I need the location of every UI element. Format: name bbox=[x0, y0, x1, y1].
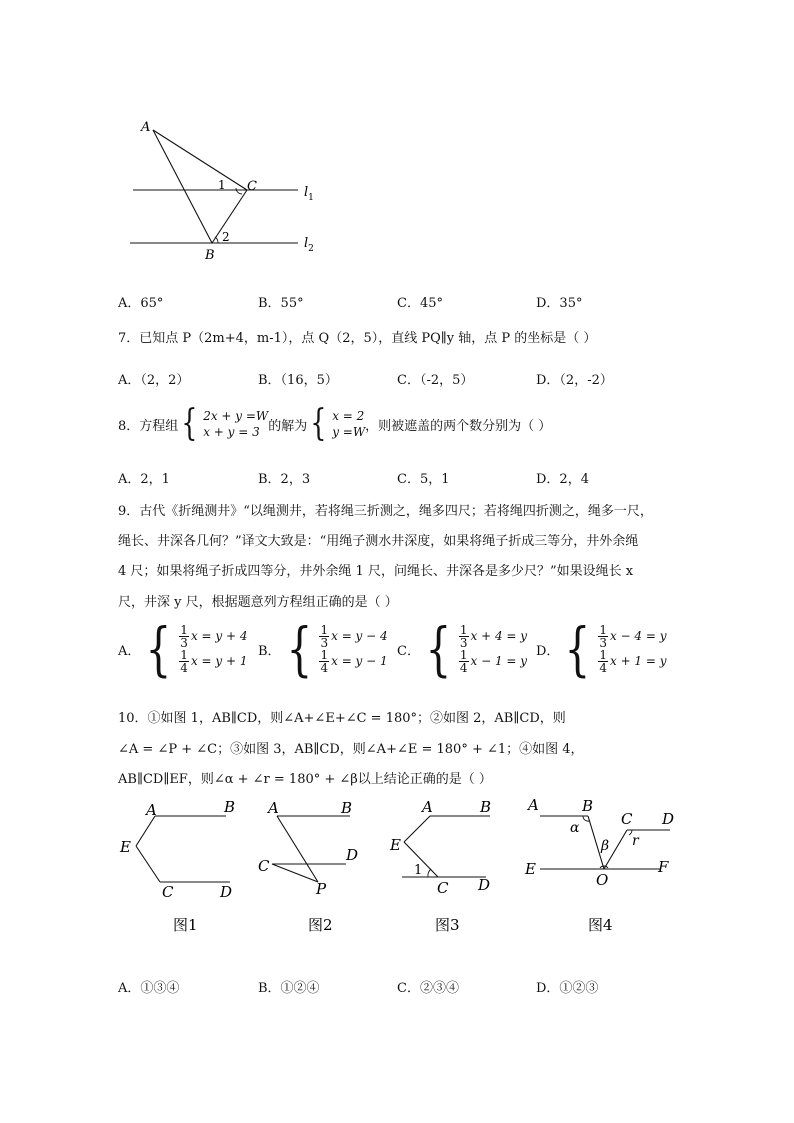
caption-fig1: 图1 bbox=[173, 916, 198, 934]
caption-fig2: 图2 bbox=[308, 916, 333, 934]
angle-1-label: 1 bbox=[218, 178, 226, 192]
q7-option-c[interactable]: C．（-2，5） bbox=[397, 373, 474, 388]
q10-option-a[interactable]: A．①③④ bbox=[118, 981, 180, 996]
f4-alpha: α bbox=[570, 820, 580, 836]
q8-system-2-line-1: x = 2 bbox=[332, 408, 365, 423]
q6-option-b[interactable]: B．55° bbox=[258, 296, 304, 311]
q8-option-c[interactable]: C．5，1 bbox=[397, 472, 450, 487]
q7-stem: 7．已知点 P（2m+4，m-1），点 Q（2，5），直线 PQ∥y 轴，点 P 的坐标是（ ） bbox=[118, 331, 597, 346]
f2-c: C bbox=[258, 857, 270, 875]
q8-suffix: ，则被遮盖的两个数分别为（ ） bbox=[365, 418, 552, 434]
q8-system-2-line-2: y =W bbox=[332, 425, 366, 439]
q9-option-a[interactable]: A． { $\frac{1}{3}$ x = y + 4 $\frac{1}{4}$ x = y + 1 bbox=[118, 615, 248, 683]
q6-figure bbox=[0, 0, 794, 280]
f3-e: E bbox=[390, 836, 401, 854]
f4-b: B bbox=[582, 797, 594, 815]
q9-option-c[interactable]: C． { $\frac{1}{3}$ x + 4 = y $\frac{1}{4}$ x − 1 = y bbox=[397, 615, 528, 683]
f3-a: A bbox=[422, 798, 433, 816]
f4-o: O bbox=[596, 871, 609, 889]
q9-option-b[interactable]: B． { $\frac{1}{3}$ x = y − 4 $\frac{1}{4}$ x = y − 1 bbox=[258, 615, 388, 683]
f1-e: E bbox=[120, 838, 131, 856]
q10-line-1: 10．①如图 1，AB∥CD，则∠A+∠E+∠C = 180°；②如图 2，AB∥CD，则 bbox=[118, 711, 566, 726]
q9-line-4: 尺，井深 y 尺，根据题意列方程组正确的是（ ） bbox=[118, 595, 398, 610]
q10-option-c[interactable]: C．②③④ bbox=[397, 981, 459, 996]
q8-system-1: { 2x + y =W x + y = 3 bbox=[181, 403, 269, 444]
q8-system-1-line-1: 2x + y =W bbox=[203, 408, 269, 423]
line-l1-label: $l_1$ bbox=[304, 185, 314, 203]
f3-b: B bbox=[480, 798, 492, 816]
f2-p: P bbox=[316, 880, 327, 898]
q8-option-d[interactable]: D．2，4 bbox=[536, 472, 589, 487]
f4-e: E bbox=[525, 860, 536, 878]
f3-1: 1 bbox=[414, 863, 423, 878]
q7-option-b[interactable]: B．（16，5） bbox=[258, 373, 338, 388]
q8-option-a[interactable]: A．2，1 bbox=[118, 472, 170, 487]
f1-a: A bbox=[146, 801, 157, 819]
point-b-label: B bbox=[205, 248, 215, 263]
q9-option-d[interactable]: D． { $\frac{1}{3}$ x − 4 = y $\frac{1}{4}$ x + 1 = y bbox=[536, 615, 667, 683]
f4-d: D bbox=[662, 810, 675, 828]
angle-2-label: 2 bbox=[222, 230, 230, 244]
q9-option-a-label: A． bbox=[118, 643, 141, 659]
q8-mid: 的解为 bbox=[268, 418, 308, 434]
q8-system-1-line-2: x + y = 3 bbox=[203, 425, 260, 439]
point-a-label: A bbox=[141, 120, 151, 135]
f1-d: D bbox=[220, 883, 233, 901]
f3-c: C bbox=[437, 879, 449, 897]
figure-2 bbox=[258, 799, 358, 898]
f4-beta: β bbox=[601, 838, 610, 854]
f2-b: B bbox=[341, 799, 353, 817]
q9-line-2: 绳长、井深各几何？”译文大致是：“用绳子测水井深度，如果将绳子折成三等分，井外余绳 bbox=[118, 534, 639, 549]
f1-b: B bbox=[224, 798, 236, 816]
q7-option-d[interactable]: D．（2，-2） bbox=[536, 373, 613, 388]
f4-f: F bbox=[658, 858, 669, 876]
figure-1 bbox=[119, 798, 235, 901]
q8-option-b[interactable]: B．2，3 bbox=[258, 472, 311, 487]
f4-a: A bbox=[528, 796, 539, 814]
q10-figures bbox=[0, 790, 794, 940]
f4-c: C bbox=[621, 810, 633, 828]
f1-c: C bbox=[162, 883, 174, 901]
q9-option-d-label: D． bbox=[536, 643, 560, 659]
q10-option-b[interactable]: B．①②④ bbox=[258, 981, 320, 996]
f2-d: D bbox=[346, 846, 359, 864]
f4-r: r bbox=[632, 833, 639, 849]
caption-fig3: 图3 bbox=[435, 916, 460, 934]
q6-option-c[interactable]: C．45° bbox=[397, 296, 443, 311]
q9-option-c-label: C． bbox=[397, 643, 420, 659]
figure-4 bbox=[524, 796, 674, 889]
q8-system-2: { x = 2 y =W bbox=[310, 403, 366, 444]
line-l2-label: $l_2$ bbox=[304, 236, 314, 254]
q10-line-2: ∠A = ∠P + ∠C；③如图 3，AB∥CD，则∠A+∠E = 180° + ∠1；④如图 4， bbox=[118, 742, 584, 757]
q6-option-a[interactable]: A．65° bbox=[118, 296, 164, 311]
q10-option-d[interactable]: D．①②③ bbox=[536, 981, 599, 996]
q9-line-3: 4 尺；如果将绳子折成四等分，井外余绳 1 尺，问绳长、井深各是多少尺？”如果设绳长 x bbox=[118, 564, 634, 579]
q6-option-d[interactable]: D．35° bbox=[536, 296, 583, 311]
q8-stem bbox=[118, 403, 552, 444]
q9-option-b-label: B． bbox=[258, 643, 281, 659]
point-c-label: C bbox=[247, 179, 257, 194]
figure-3 bbox=[389, 798, 491, 897]
caption-fig4: 图4 bbox=[588, 916, 613, 934]
q7-option-a[interactable]: A．（2，2） bbox=[118, 373, 190, 388]
f3-d: D bbox=[478, 876, 491, 894]
q10-line-3: AB∥CD∥EF，则∠α + ∠r = 180° + ∠β以上结论正确的是（ ） bbox=[118, 772, 492, 787]
q9-line-1: 9．古代《折绳测井》“以绳测井，若将绳三折测之，绳多四尺；若将绳四折测之，绳多一尺， bbox=[118, 504, 653, 519]
f2-a: A bbox=[268, 799, 279, 817]
q8-prefix: 8．方程组 bbox=[118, 418, 179, 434]
